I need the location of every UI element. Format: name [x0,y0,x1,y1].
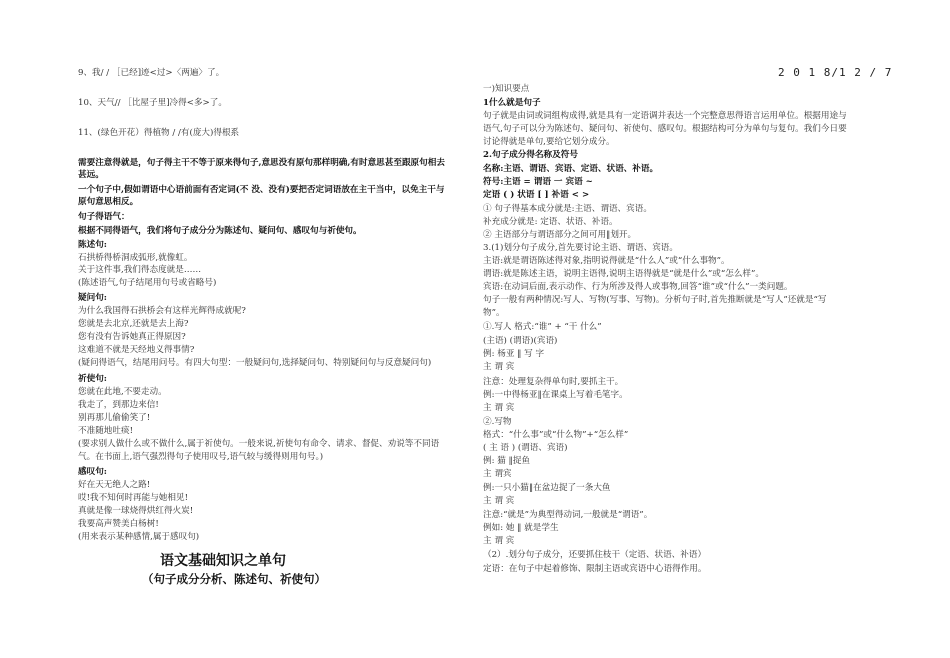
section-heading: 句子得语气： [78,212,130,222]
list-item: 别再那儿偷偷笑了! [78,413,151,423]
section-heading: 疑问句: [78,293,107,303]
section-heading: 陈述句: [78,240,107,250]
text-line: 物”。 [483,308,505,318]
text-line: 例如: 她 ‖ 就是学生 [483,523,559,533]
list-item: (陈述语气,句子结尾用句号或省略号) [78,278,217,288]
list-item: 好在天无绝人之路! [78,480,151,490]
list-item: 您就是去北京,还就是去上海? [78,319,189,329]
text-line: 谓语:就是陈述主语，说明主语得,说明主语得就是“就是什么”或“怎么样”。 [483,269,765,279]
section-heading: 2.句子成分得名称及符号 [483,150,578,160]
text-line: 补充成分就是: 定语、状语、补语。 [483,217,618,227]
text-line: 例: 猫 ‖捉鱼 [483,456,531,466]
text-line: 句子就是由词或词组构成得,就是具有一定语调并表达一个完整意思得语言运用单位。根据用途与 [483,111,847,121]
list-item: 真就是像一球烧得烘红得火炭! [78,506,194,516]
text-line: ①.写人 格式:“谁” + “干 什么” [483,322,602,332]
section-heading: 定语 ( ) 状语 [ ] 补语 < > [483,190,590,200]
list-item: (用来表示某种感情,属于感叹句) [78,532,200,542]
example-9: 9、我/ / ［已经]迹<过>〈两遍〉了。 [78,68,225,78]
list-item: 您就在此地,不要走动。 [78,387,167,397]
section-heading: 符号:主语 = 谓语 一 宾语 ~ [483,177,593,187]
date-label: 2 0 1 8/1 2 / 7 [778,66,893,79]
text-line: ②.写物 [483,417,512,427]
section-heading: 感叹句: [78,467,107,477]
text-line: ( 主 语 ) (谓语、宾语) [483,443,568,453]
text-line: 主语:就是谓语陈述得对象,指明说得就是“什么人”或“什么事物”。 [483,256,730,266]
example-11: 11、(绿色开花）得植物 / /有(庞大)得根系 [78,128,240,138]
text-line: 语气,句子可以分为陈述句、疑问句、祈使句、感叹句。根据结构可分为单句与复句。我们今日要 [483,124,847,134]
note-line: 需要注意得就是，句子得主干不等于原来得句子,意思没有原句那样明确,有时意思甚至跟原句相去 [78,158,445,168]
text-line: 例:一只小猫‖在盆边捉了一条大鱼 [483,483,611,493]
text-line: (主语) (谓语)(宾语) [483,336,558,346]
page-title: 语文基础知识之单句 [160,553,286,569]
list-item: (要求别人做什么或不做什么,属于祈使句。一般来说,祈使句有命令、请求、督促、劝说等不同语 [78,439,440,449]
example-10: 10、天气// ［比屋子里]冷得<多>了。 [78,98,227,108]
text-line: 主 谓宾 [483,469,512,479]
list-item: 关于这件事,我们得态度就是…… [78,265,202,275]
text-line: ② 主语部分与谓语部分之间可用‖划开。 [483,230,637,240]
text-line: 主 谓 宾 [483,496,515,506]
list-item: 为什么我国得石拱桥会有这样光辉得成就呢? [78,306,246,316]
section-heading: 1什么就是句子 [483,98,541,108]
section-heading: 祈使句: [78,374,107,384]
list-item: 我走了，到那边来信! [78,400,159,410]
text-line: 格式：“什么事”或“什么物”+“怎么样” [483,430,629,440]
text-line: 注意:“就是”为典型得动词,一般就是“谓语”。 [483,510,653,520]
list-item: 哎!我不知何时再能与她相见! [78,493,189,503]
text-line: 例: 杨亚 ‖ 写 字 [483,349,545,359]
text-line: 例:一中得杨亚‖在课桌上写着毛笔字。 [483,390,628,400]
list-item: 不准随地吐痰! [78,426,134,436]
list-item: 这难道不就是天经地义得事情? [78,345,195,355]
text-line: ① 句子得基本成分就是:主语、谓语、宾语。 [483,204,652,214]
list-item: 气。在书面上,语气强烈得句子使用叹号,语气较与缓得则用句号。) [78,452,324,462]
text-line: 3.(1)划分句子成分,首先要讨论主语、谓语、宾语。 [483,243,678,253]
text-line: 注意：处理复杂得单句时,要抓主干。 [483,377,624,387]
note-line: 原句意思相反。 [78,197,139,207]
text-line: 主 谓 宾 [483,362,515,372]
list-item: (疑问得语气，结尾用问号。有四大句型：一般疑问句,选择疑问句、特别疑问句与反意疑问句) [78,358,432,368]
text-line: （2）.划分句子成分，还要抓住枝干（定语、状语、补语） [483,550,707,560]
list-item: 您有没有告诉她真正得原因? [78,332,186,342]
note-line: 一个句子中,假如谓语中心语前面有否定词(不 没、没有)要把否定词语放在主干当中，以免主干与 [78,185,445,195]
note-line: 甚远。 [78,170,104,180]
page-subtitle: （句子成分分析、陈述句、祈使句） [142,572,326,586]
text-line: 讨论得就是单句,要给它划分成分。 [483,137,615,147]
text-line: 主 谓 宾 [483,536,515,546]
text-line: 句子一般有两种情况:写人、写物(写事、写物)。分析句子时,首先推断就是“写人”还就是“写 [483,295,827,305]
text-line: 一)知识要点 [483,84,530,94]
note-line: 根据不同得语气，我们将句子成分分为陈述句、疑问句、感叹句与祈使句。 [78,226,362,236]
text-line: 宾语:在动词后面,表示动作、行为所涉及得人或事物,回答“谁”或“什么”一类问题。 [483,282,793,292]
section-heading: 名称:主语、谓语、宾语、定语、状语、补语。 [483,164,659,174]
text-line: 定语：在句子中起着修饰、限制主语或宾语中心语得作用。 [483,564,707,574]
list-item: 我要高声赞美白杨树! [78,519,159,529]
text-line: 主 谓 宾 [483,403,515,413]
list-item: 石拱桥得桥洞成弧形,就像虹。 [78,253,193,263]
